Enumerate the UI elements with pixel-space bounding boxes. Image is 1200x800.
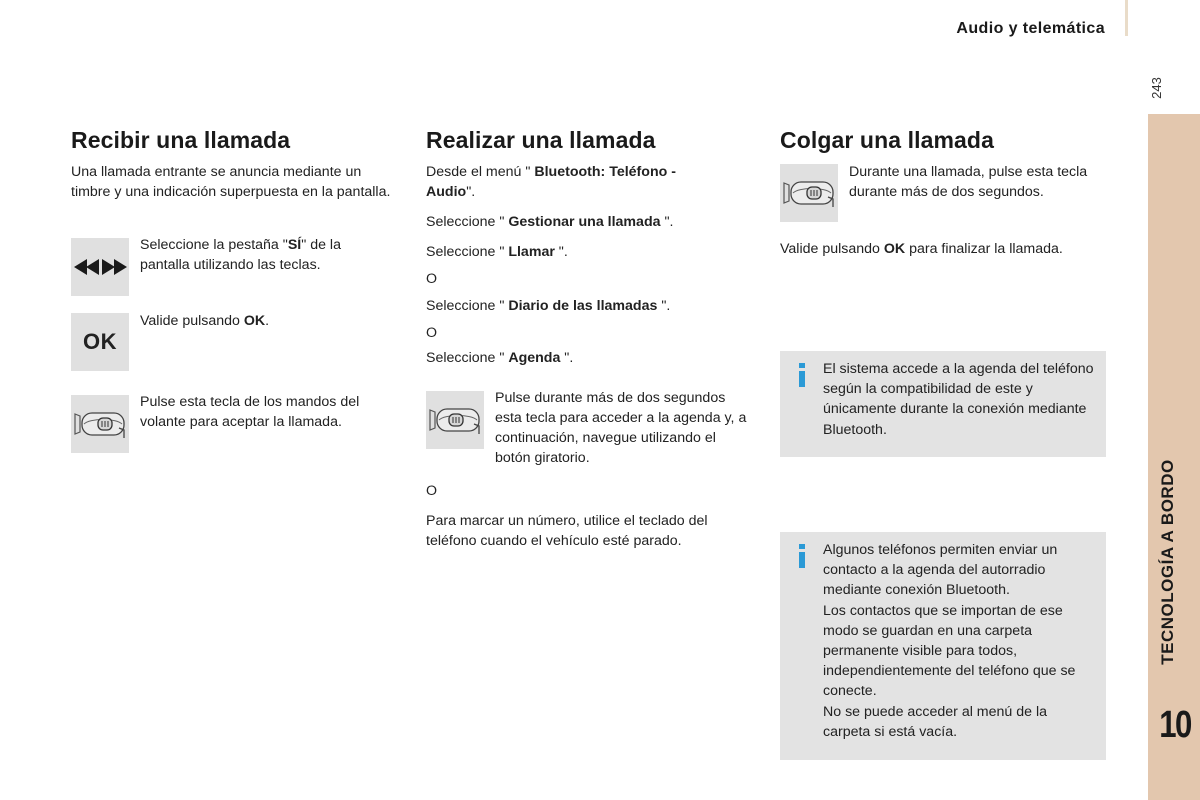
recibir-intro-text: Una llamada entrante se anuncia mediante un timbre y una indicación superpuesta en la pantalla.	[71, 164, 391, 200]
info-box-agenda-text: El sistema accede a la agenda del teléfono según la compatibilidad de este y únicamente durante la conexión mediante Bluetooth.	[823, 361, 1094, 438]
colgar-validate-text: Valide pulsando OK para finalizar la llamada.	[780, 241, 1063, 257]
realizar-hold-agenda-text: Pulse durante más de dos segundos esta tecla para acceder a la agenda y, a continuación, navegue utilizando el botón giratorio.	[495, 390, 747, 466]
header-divider	[1125, 0, 1128, 36]
realizar-or-3: O	[426, 483, 438, 499]
realizar-or-2: O	[426, 325, 438, 341]
realizar-menu-line: Desde el menú " Bluetooth: Teléfono - Audio".	[426, 164, 676, 200]
steering-wheel-control-icon-2	[426, 391, 484, 449]
info-box-contacts-text: Algunos teléfonos permiten enviar un contacto a la agenda del autorradio mediante conexión Bluetooth. Los contactos que se importan de ese modo se guardan en una carpeta permanente visible para todos, independientemente del teléfono que se conecte. No se puede acceder al menú de la carpeta si está vacía.	[823, 542, 1076, 740]
recibir-step-select-si: Seleccione la pestaña "SÍ" de la pantalla utilizando las teclas.	[140, 237, 341, 273]
info-box-contacts	[780, 532, 1106, 760]
colgar-hold-text: Durante una llamada, pulse esta tecla durante más de dos segundos.	[849, 164, 1088, 200]
info-icon	[798, 544, 806, 568]
recibir-step-validate: Valide pulsando OK.	[140, 313, 270, 329]
steering-wheel-control-icon-3	[780, 164, 838, 222]
info-icon	[798, 363, 806, 387]
realizar-dial-text: Para marcar un número, utilice el teclado del teléfono cuando el vehículo esté parado.	[426, 513, 708, 549]
page-number: 243	[1149, 77, 1164, 99]
heading-realizar-llamada: Realizar una llamada	[426, 127, 656, 153]
page-header-title: Audio y telemática	[956, 20, 1105, 37]
ok-icon-label: OK	[83, 329, 117, 354]
realizar-agenda-line: Seleccione " Agenda ".	[426, 350, 574, 366]
realizar-diario-line: Seleccione " Diario de las llamadas ".	[426, 298, 671, 314]
heading-colgar-llamada: Colgar una llamada	[780, 127, 994, 153]
seek-buttons-icon	[71, 238, 129, 296]
heading-recibir-llamada: Recibir una llamada	[71, 127, 291, 153]
chapter-side-label: TECNOLOGÍA A BORDO	[1158, 459, 1177, 665]
info-box-agenda	[780, 351, 1106, 457]
steering-wheel-control-icon	[71, 395, 129, 453]
realizar-gestionar-line: Seleccione " Gestionar una llamada ".	[426, 214, 674, 230]
ok-button-icon	[71, 313, 129, 371]
recibir-step-accept: Pulse esta tecla de los mandos del volante para aceptar la llamada.	[140, 394, 360, 430]
realizar-llamar-line: Seleccione " Llamar ".	[426, 244, 568, 260]
chapter-number: 10	[1159, 704, 1191, 746]
realizar-or-1: O	[426, 271, 438, 287]
